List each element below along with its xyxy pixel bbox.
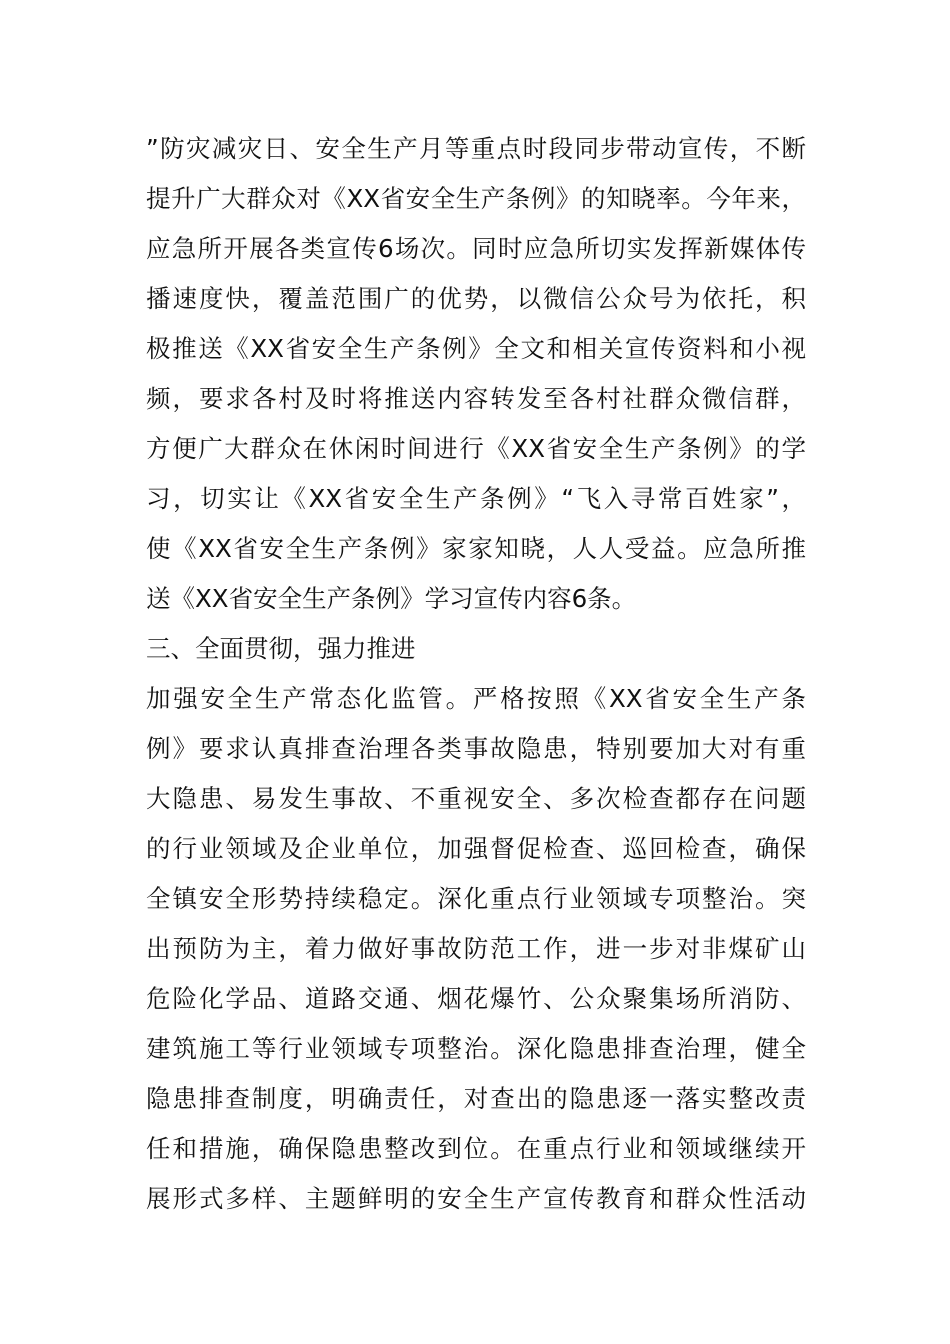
paragraph-line: 播速度快，覆盖范围广的优势，以微信公众号为依托，积: [146, 284, 806, 313]
paragraph-line: 的行业领域及企业单位，加强督促检查、巡回检查，确保: [146, 834, 806, 863]
paragraph-line: 大隐患、易发生事故、不重视安全、多次检查都存在问题: [146, 784, 806, 813]
paragraph-line: 提升广大群众对《XX省安全生产条例》的知晓率。今年来，: [146, 184, 806, 213]
paragraph-line: 应急所开展各类宣传6场次。同时应急所切实发挥新媒体传: [146, 234, 806, 263]
paragraph-line: 建筑施工等行业领域专项整治。深化隐患排查治理，健全: [146, 1034, 806, 1063]
paragraph-line: 使《XX省安全生产条例》家家知晓，人人受益。应急所推: [146, 534, 806, 563]
paragraph-line: 例》要求认真排查治理各类事故隐患，特别要加大对有重: [146, 734, 806, 763]
paragraph-line: 隐患排查制度，明确责任，对查出的隐患逐一落实整改责: [146, 1084, 806, 1113]
section-heading: 三、全面贯彻，强力推进: [146, 634, 416, 663]
paragraph-line: 加强安全生产常态化监管。严格按照《XX省安全生产条: [146, 684, 806, 713]
paragraph-line: 全镇安全形势持续稳定。深化重点行业领域专项整治。突: [146, 884, 806, 913]
paragraph-line: 危险化学品、道路交通、烟花爆竹、公众聚集场所消防、: [146, 984, 806, 1013]
paragraph-line: 习，切实让《XX省安全生产条例》“飞入寻常百姓家”，: [146, 484, 806, 513]
paragraph-line: 频，要求各村及时将推送内容转发至各村社群众微信群，: [146, 384, 806, 413]
paragraph-line: 方便广大群众在休闲时间进行《XX省安全生产条例》的学: [146, 434, 806, 463]
paragraph-line: 展形式多样、主题鲜明的安全生产宣传教育和群众性活动: [146, 1184, 806, 1213]
paragraph-line: 出预防为主，着力做好事故防范工作，进一步对非煤矿山: [146, 934, 806, 963]
paragraph-line: ”防灾减灾日、安全生产月等重点时段同步带动宣传，不断: [146, 134, 806, 163]
paragraph-line: 任和措施，确保隐患整改到位。在重点行业和领域继续开: [146, 1134, 806, 1163]
paragraph-last-line: 送《XX省安全生产条例》学习宣传内容6条。: [146, 584, 637, 613]
paragraph-line: 极推送《XX省安全生产条例》全文和相关宣传资料和小视: [146, 334, 806, 363]
